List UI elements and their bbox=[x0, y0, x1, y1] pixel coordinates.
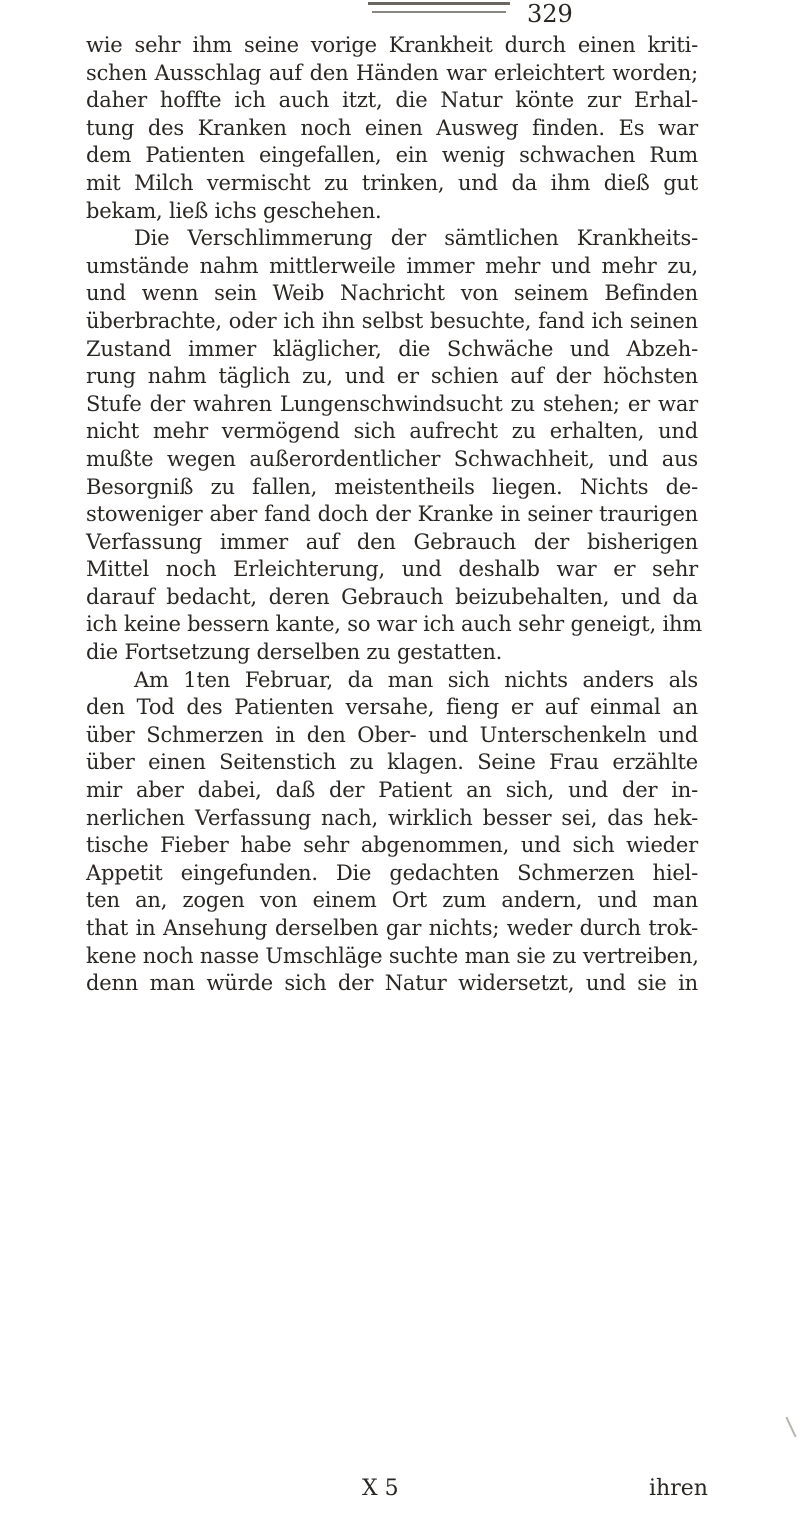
text-line: Stufe der wahren Lungenschwindsucht zu stehen; er war bbox=[86, 391, 698, 416]
text-line: rung nahm täglich zu, und er schien auf der höchsten bbox=[86, 364, 698, 389]
text-line: that in Ansehung derselben gar nichts; weder durch trok- bbox=[86, 916, 698, 940]
text-line: stoweniger aber fand doch der Kranke in seiner traurigen bbox=[86, 502, 698, 527]
text-line: mußte wegen außerordentlicher Schwachheit, und aus bbox=[86, 446, 698, 471]
text-line: nerlichen Verfassung nach, wirklich besser sei, das hek- bbox=[86, 805, 698, 830]
paragraph-start: Die Verschlimmerung der sämtlichen Krankheits- bbox=[134, 226, 698, 251]
text-line: Besorgniß zu fallen, meistentheils liegen. Nichts de- bbox=[86, 474, 698, 499]
paragraph-start: Am 1ten Februar, da man sich nichts anders als bbox=[134, 667, 698, 692]
text-line: Mittel noch Erleichterung, und deshalb war er sehr bbox=[86, 557, 698, 582]
text-line: den Tod des Patienten versahe, fieng er auf einmal an bbox=[86, 695, 698, 720]
text-line: mir aber dabei, daß der Patient an sich, und der in- bbox=[86, 778, 698, 803]
text-line: ich keine bessern kante, so war ich auch sehr geneigt, ihm bbox=[86, 612, 703, 637]
text-line: denn man würde sich der Natur widersetzt, und sie in bbox=[86, 971, 698, 996]
catchword: ihren bbox=[649, 1476, 708, 1501]
page-edge-mark bbox=[785, 1417, 796, 1438]
text-line: schen Ausschlag auf den Händen war erleichtert worden; bbox=[86, 60, 698, 85]
text-line: überbrachte, oder ich ihn selbst besuchte, fand ich seinen bbox=[86, 308, 698, 333]
text-line: über Schmerzen in den Ober- und Unterschenkeln und bbox=[86, 722, 698, 747]
header-rule-thin bbox=[372, 11, 506, 13]
text-line: die Fortsetzung derselben zu gestatten. bbox=[86, 640, 503, 665]
text-line: dem Patienten eingefallen, ein wenig schwachen Rum bbox=[86, 143, 698, 168]
signature-mark: X 5 bbox=[362, 1476, 399, 1501]
text-line: tung des Kranken noch einen Ausweg finden. Es war bbox=[86, 115, 698, 140]
text-line: kene noch nasse Umschläge suchte man sie zu vertreiben, bbox=[86, 943, 699, 968]
header-rule bbox=[368, 2, 510, 5]
text-line: umstände nahm mittlerweile immer mehr und mehr zu, bbox=[86, 253, 698, 278]
text-line: über einen Seitenstich zu klagen. Seine Frau erzählte bbox=[86, 750, 698, 775]
text-line: nicht mehr vermögend sich aufrecht zu erhalten, und bbox=[86, 419, 698, 444]
text-line: wie sehr ihm seine vorige Krankheit durch einen kriti- bbox=[86, 33, 698, 57]
text-line: ten an, zogen von einem Ort zum andern, und man bbox=[86, 888, 698, 913]
text-line: bekam, ließ ichs geschehen. bbox=[86, 198, 382, 223]
page-number: 329 bbox=[527, 0, 573, 28]
text-line: daher hoffte ich auch itzt, die Natur könte zur Erhal- bbox=[86, 88, 698, 113]
text-line: Verfassung immer auf den Gebrauch der bisherigen bbox=[86, 529, 698, 554]
text-line: Appetit eingefunden. Die gedachten Schmerzen hiel- bbox=[86, 860, 698, 885]
text-line: und wenn sein Weib Nachricht von seinem Befinden bbox=[86, 281, 698, 306]
text-line: tische Fieber habe sehr abgenommen, und sich wieder bbox=[86, 833, 698, 858]
text-line: mit Milch vermischt zu trinken, und da ihm dieß gut bbox=[86, 170, 698, 195]
body-text bbox=[86, 32, 703, 998]
text-line: darauf bedacht, deren Gebrauch beizubehalten, und da bbox=[86, 584, 698, 609]
text-line: Zustand immer kläglicher, die Schwäche und Abzeh- bbox=[86, 336, 698, 361]
